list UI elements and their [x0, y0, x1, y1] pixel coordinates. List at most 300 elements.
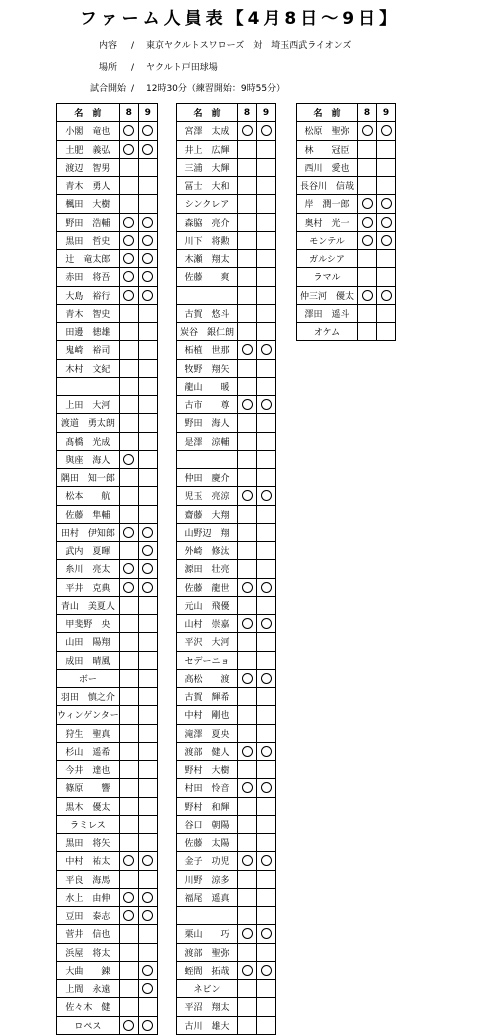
table-row — [297, 304, 396, 322]
day-9-cell — [138, 158, 157, 176]
day-8-cell — [119, 961, 138, 979]
day-9-cell — [138, 797, 157, 815]
player-name: 田邊 徳雄 — [57, 323, 120, 341]
table-row — [57, 505, 158, 523]
player-name: 與座 海人 — [57, 450, 120, 468]
day-9-cell — [138, 669, 157, 687]
table-row — [57, 158, 158, 176]
day-9-cell — [138, 998, 157, 1016]
day-9-cell — [257, 651, 276, 669]
day-9-cell — [257, 688, 276, 706]
day-8-cell — [238, 359, 257, 377]
table-row — [57, 834, 158, 852]
player-name: 平沼 翔太 — [177, 998, 238, 1016]
day-9-cell — [257, 177, 276, 195]
day-9-cell — [257, 980, 276, 998]
day-8-cell — [119, 213, 138, 231]
day-8-cell — [119, 596, 138, 614]
player-name: 赤田 将吾 — [57, 268, 120, 286]
attendance-mark — [142, 271, 153, 282]
day-9-cell — [138, 304, 157, 322]
player-name: 黒木 優太 — [57, 797, 120, 815]
day-9-cell — [138, 560, 157, 578]
table-row — [297, 231, 396, 249]
day-8-cell — [119, 742, 138, 760]
day-8-cell — [238, 943, 257, 961]
day-8-cell — [238, 980, 257, 998]
table-row — [297, 323, 396, 341]
day-9-cell — [138, 450, 157, 468]
day-9-cell — [138, 888, 157, 906]
player-name: 中村 祐太 — [57, 852, 120, 870]
day-9-cell — [138, 122, 157, 140]
day-8-cell — [238, 724, 257, 742]
attendance-mark — [142, 892, 153, 903]
table-row — [57, 1016, 158, 1034]
day-9-cell — [377, 304, 396, 322]
day-8-cell — [238, 268, 257, 286]
player-name — [177, 450, 238, 468]
table-row — [177, 231, 276, 249]
day-9-cell — [138, 542, 157, 560]
attendance-mark — [381, 198, 392, 209]
attendance-mark — [142, 1020, 153, 1031]
table-row — [57, 980, 158, 998]
day-8-cell — [119, 615, 138, 633]
player-name: ラマル — [297, 268, 358, 286]
player-name: 田村 伊知郎 — [57, 523, 120, 541]
day-9-cell — [138, 505, 157, 523]
attendance-mark — [123, 271, 134, 282]
table-row — [177, 925, 276, 943]
player-name: 蛭間 拓哉 — [177, 961, 238, 979]
day-8-cell — [119, 158, 138, 176]
table-row — [177, 669, 276, 687]
player-name: 是澤 涼輔 — [177, 432, 238, 450]
player-name: 辻 竜太郎 — [57, 250, 120, 268]
attendance-mark — [381, 235, 392, 246]
day-8-cell — [119, 286, 138, 304]
day-8-cell — [358, 177, 377, 195]
day-9-cell — [257, 396, 276, 414]
attendance-mark — [261, 344, 272, 355]
attendance-mark — [142, 527, 153, 538]
player-name: 元山 飛優 — [177, 596, 238, 614]
table-row — [57, 943, 158, 961]
player-name: 佐藤 龍世 — [177, 578, 238, 596]
attendance-mark — [123, 235, 134, 246]
day-8-cell — [238, 706, 257, 724]
info-row-content — [0, 37, 480, 55]
table-row — [57, 304, 158, 322]
day-9-cell — [138, 724, 157, 742]
attendance-mark — [142, 144, 153, 155]
header-name: 名 前 — [57, 104, 120, 122]
day-8-cell — [119, 578, 138, 596]
table-row — [297, 140, 396, 158]
day-8-cell — [238, 779, 257, 797]
day-9-cell — [257, 998, 276, 1016]
day-8-cell — [238, 888, 257, 906]
day-9-cell — [138, 213, 157, 231]
table-row — [177, 341, 276, 359]
attendance-mark — [362, 198, 373, 209]
day-9-cell — [257, 213, 276, 231]
day-9-cell — [257, 961, 276, 979]
table-row — [177, 158, 276, 176]
day-9-cell — [138, 742, 157, 760]
player-name: 小閣 竜也 — [57, 122, 120, 140]
table-row — [57, 195, 158, 213]
player-name: 古賀 悠斗 — [177, 304, 238, 322]
table-row — [57, 542, 158, 560]
table-row — [57, 286, 158, 304]
day-8-cell — [119, 907, 138, 925]
table-row — [177, 815, 276, 833]
table-row — [177, 250, 276, 268]
attendance-mark — [362, 125, 373, 136]
info-value: 東京ヤクルトスワローズ 対 埼玉西武ライオンズ — [146, 41, 352, 51]
day-9-cell — [257, 359, 276, 377]
day-9-cell — [138, 377, 157, 395]
player-name — [177, 907, 238, 925]
player-name: 大曲 錬 — [57, 961, 120, 979]
table-row — [57, 560, 158, 578]
player-name: 水上 由伸 — [57, 888, 120, 906]
player-name: 佐藤 隼輔 — [57, 505, 120, 523]
day-9-cell — [138, 469, 157, 487]
day-9-cell — [257, 943, 276, 961]
info-label: 場所 — [98, 63, 117, 73]
header-day-9: 9 — [138, 104, 157, 122]
day-9-cell — [257, 724, 276, 742]
day-9-cell — [257, 341, 276, 359]
day-8-cell — [119, 304, 138, 322]
table-row — [57, 761, 158, 779]
player-name — [177, 286, 238, 304]
player-name: 仲田 慶介 — [177, 469, 238, 487]
player-name: 鬼崎 裕司 — [57, 341, 120, 359]
attendance-mark — [123, 253, 134, 264]
table-row — [57, 396, 158, 414]
attendance-mark — [242, 746, 253, 757]
day-8-cell — [238, 341, 257, 359]
day-9-cell — [138, 341, 157, 359]
info-row-venue — [0, 59, 480, 77]
player-name: 古賀 輝希 — [177, 688, 238, 706]
player-name: 松本 航 — [57, 487, 120, 505]
day-9-cell — [377, 268, 396, 286]
attendance-mark — [142, 253, 153, 264]
attendance-mark — [123, 892, 134, 903]
day-8-cell — [238, 925, 257, 943]
day-8-cell — [238, 688, 257, 706]
player-name: 柘植 世那 — [177, 341, 238, 359]
attendance-mark — [123, 1020, 134, 1031]
day-9-cell — [138, 633, 157, 651]
day-8-cell — [238, 615, 257, 633]
day-8-cell — [119, 231, 138, 249]
player-name: 井上 広輝 — [177, 140, 238, 158]
header-name: 名 前 — [297, 104, 358, 122]
day-8-cell — [119, 250, 138, 268]
day-9-cell — [257, 615, 276, 633]
player-name: 渡部 健人 — [177, 742, 238, 760]
table-row — [57, 907, 158, 925]
header-day-8: 8 — [119, 104, 138, 122]
player-name: 青山 美夏人 — [57, 596, 120, 614]
day-8-cell — [238, 834, 257, 852]
day-9-cell — [138, 779, 157, 797]
player-name: 平井 克典 — [57, 578, 120, 596]
day-8-cell — [119, 414, 138, 432]
table-row — [57, 432, 158, 450]
day-8-cell — [358, 195, 377, 213]
table-row — [57, 779, 158, 797]
attendance-mark — [381, 217, 392, 228]
player-name: 高松 渡 — [177, 669, 238, 687]
attendance-mark — [261, 965, 272, 976]
day-9-cell — [257, 542, 276, 560]
player-name: 金子 功児 — [177, 852, 238, 870]
day-9-cell — [257, 633, 276, 651]
table-row — [177, 177, 276, 195]
player-name: 上田 大河 — [57, 396, 120, 414]
day-9-cell — [257, 560, 276, 578]
day-8-cell — [119, 688, 138, 706]
day-8-cell — [238, 523, 257, 541]
day-8-cell — [119, 852, 138, 870]
day-8-cell — [238, 560, 257, 578]
table-row — [57, 213, 158, 231]
player-name: 滝澤 夏央 — [177, 724, 238, 742]
day-8-cell — [119, 560, 138, 578]
day-8-cell — [119, 450, 138, 468]
table-row — [57, 523, 158, 541]
table-row — [57, 341, 158, 359]
player-name: 豆田 泰志 — [57, 907, 120, 925]
table-row — [57, 961, 158, 979]
table-row — [57, 250, 158, 268]
day-8-cell — [119, 669, 138, 687]
attendance-mark — [362, 217, 373, 228]
day-8-cell — [238, 998, 257, 1016]
day-8-cell — [119, 140, 138, 158]
roster-table-3 — [296, 103, 396, 341]
table-row — [57, 268, 158, 286]
day-9-cell — [138, 907, 157, 925]
table-row — [177, 304, 276, 322]
day-8-cell — [238, 414, 257, 432]
player-name: 篠原 響 — [57, 779, 120, 797]
info-value: ヤクルト戸田球場 — [146, 63, 218, 73]
table-row — [57, 578, 158, 596]
attendance-mark — [142, 582, 153, 593]
day-8-cell — [119, 487, 138, 505]
attendance-mark — [381, 125, 392, 136]
player-name: 山村 崇嘉 — [177, 615, 238, 633]
player-name: 成田 晴風 — [57, 651, 120, 669]
day-8-cell — [238, 286, 257, 304]
day-9-cell — [257, 158, 276, 176]
day-9-cell — [257, 669, 276, 687]
day-8-cell — [238, 432, 257, 450]
player-name: 山野辺 翔 — [177, 523, 238, 541]
day-8-cell — [358, 250, 377, 268]
day-9-cell — [138, 815, 157, 833]
table-row — [57, 888, 158, 906]
player-name: 渡部 聖弥 — [177, 943, 238, 961]
table-row — [57, 633, 158, 651]
day-8-cell — [238, 304, 257, 322]
day-9-cell — [138, 943, 157, 961]
day-8-cell — [358, 286, 377, 304]
day-9-cell — [257, 578, 276, 596]
day-8-cell — [238, 596, 257, 614]
player-name: 野田 海人 — [177, 414, 238, 432]
day-9-cell — [377, 195, 396, 213]
player-name: 栗山 巧 — [177, 925, 238, 943]
day-9-cell — [138, 852, 157, 870]
table-row — [177, 432, 276, 450]
day-8-cell — [238, 323, 257, 341]
player-name: 佐々木 健 — [57, 998, 120, 1016]
attendance-mark — [261, 673, 272, 684]
attendance-mark — [123, 290, 134, 301]
day-9-cell — [257, 487, 276, 505]
day-9-cell — [257, 140, 276, 158]
table-row — [177, 414, 276, 432]
day-8-cell — [238, 578, 257, 596]
day-9-cell — [138, 870, 157, 888]
attendance-mark — [142, 965, 153, 976]
player-name: 菅井 信也 — [57, 925, 120, 943]
day-8-cell — [119, 523, 138, 541]
day-8-cell — [238, 231, 257, 249]
day-9-cell — [257, 797, 276, 815]
table-row — [177, 323, 276, 341]
player-name: オケム — [297, 323, 358, 341]
player-name: 龍山 暖 — [177, 377, 238, 395]
table-row — [177, 724, 276, 742]
day-9-cell — [257, 250, 276, 268]
player-name: 土肥 義弘 — [57, 140, 120, 158]
day-9-cell — [257, 323, 276, 341]
player-name: 浜屋 将太 — [57, 943, 120, 961]
info-separator: / — [131, 84, 135, 94]
player-name: 甲斐野 央 — [57, 615, 120, 633]
table-row — [57, 688, 158, 706]
day-8-cell — [119, 377, 138, 395]
player-name: 大島 裕行 — [57, 286, 120, 304]
player-name: 中村 剛也 — [177, 706, 238, 724]
attendance-mark — [123, 125, 134, 136]
player-name: 平良 海馬 — [57, 870, 120, 888]
table-row — [297, 122, 396, 140]
day-8-cell — [358, 122, 377, 140]
table-row — [177, 542, 276, 560]
day-9-cell — [138, 195, 157, 213]
table-row — [177, 1016, 276, 1034]
day-8-cell — [238, 633, 257, 651]
player-name: 黒田 哲史 — [57, 231, 120, 249]
day-8-cell — [358, 268, 377, 286]
player-name: 杉山 遥希 — [57, 742, 120, 760]
player-name: 長谷川 信哉 — [297, 177, 358, 195]
header-name: 名 前 — [177, 104, 238, 122]
player-name: 川下 将勲 — [177, 231, 238, 249]
info-row-start-time — [0, 80, 480, 98]
attendance-mark — [242, 782, 253, 793]
info-value: 12時30分（練習開始：9時55分） — [146, 84, 286, 94]
day-8-cell — [238, 815, 257, 833]
day-9-cell — [138, 231, 157, 249]
player-name: 源田 壮亮 — [177, 560, 238, 578]
attendance-mark — [381, 290, 392, 301]
player-name: ロペス — [57, 1016, 120, 1034]
player-name: 松原 聖弥 — [297, 122, 358, 140]
player-name: 児玉 亮涼 — [177, 487, 238, 505]
player-name: 宮澤 太成 — [177, 122, 238, 140]
player-name: 渡道 勇太朗 — [57, 414, 120, 432]
day-9-cell — [257, 432, 276, 450]
info-label: 試合開始 — [89, 84, 126, 94]
attendance-mark — [261, 490, 272, 501]
day-9-cell — [138, 396, 157, 414]
player-name: 牧野 翔矢 — [177, 359, 238, 377]
player-name: 渡辺 智男 — [57, 158, 120, 176]
header-day-9: 9 — [377, 104, 396, 122]
day-9-cell — [257, 907, 276, 925]
table-row — [57, 596, 158, 614]
player-name: 今井 達也 — [57, 761, 120, 779]
day-9-cell — [138, 432, 157, 450]
table-row — [177, 523, 276, 541]
table-row — [297, 195, 396, 213]
header-day-8: 8 — [238, 104, 257, 122]
player-name: 岸 潤一郎 — [297, 195, 358, 213]
day-8-cell — [358, 213, 377, 231]
table-row — [57, 487, 158, 505]
day-9-cell — [138, 761, 157, 779]
player-name: ネビン — [177, 980, 238, 998]
day-8-cell — [119, 724, 138, 742]
table-row — [177, 688, 276, 706]
attendance-mark — [123, 855, 134, 866]
day-8-cell — [119, 469, 138, 487]
info-separator: / — [131, 63, 135, 73]
day-8-cell — [238, 469, 257, 487]
table-row — [177, 505, 276, 523]
day-8-cell — [119, 651, 138, 669]
day-8-cell — [119, 815, 138, 833]
day-9-cell — [377, 158, 396, 176]
day-8-cell — [119, 888, 138, 906]
table-row — [177, 943, 276, 961]
day-8-cell — [238, 122, 257, 140]
day-8-cell — [119, 925, 138, 943]
day-8-cell — [238, 651, 257, 669]
day-8-cell — [119, 542, 138, 560]
player-name: 森脇 亮介 — [177, 213, 238, 231]
info-label: 内容 — [98, 41, 117, 51]
table-row — [297, 213, 396, 231]
day-9-cell — [257, 870, 276, 888]
day-8-cell — [238, 450, 257, 468]
day-8-cell — [119, 998, 138, 1016]
day-8-cell — [119, 268, 138, 286]
player-name: 野村 和輝 — [177, 797, 238, 815]
